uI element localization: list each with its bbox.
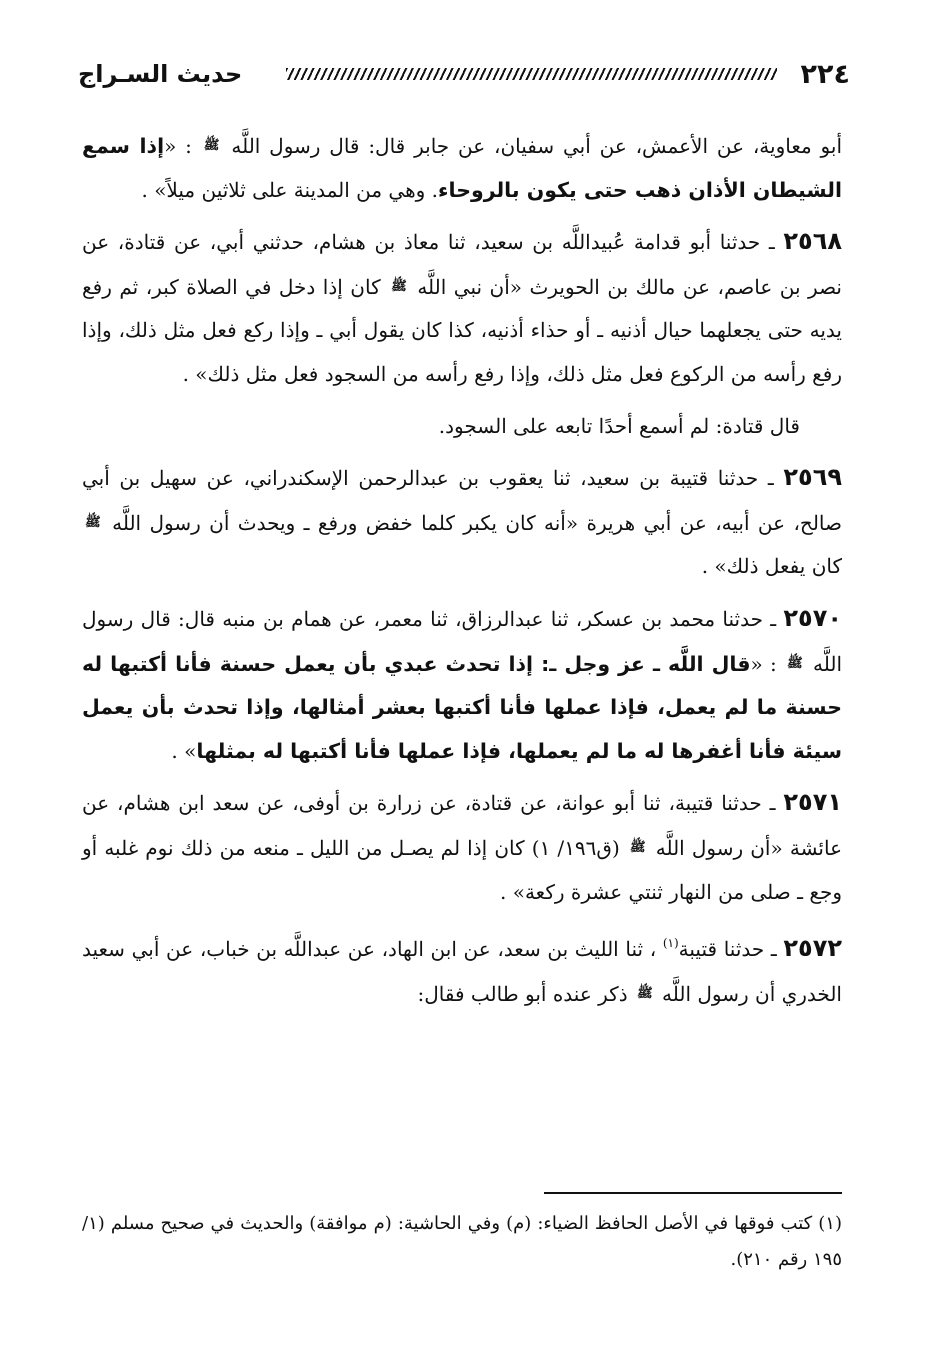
salutation-glyph: ﷺ — [203, 138, 220, 153]
hadith-number: ٢٥٦٨ — [783, 227, 842, 256]
text-segment: ـ حدثنا قتيبة — [678, 937, 784, 962]
text-segment: كان إذا دخل في الصلاة كبر، ثم رفع يديه حتى يجعلهما حيال أذنيه ـ أو حذاء أذنيه، كذا كان يقول أبي ـ وإذا ركع فعل مثل ذلك، وإذا رفع رأسه من الركوع فعل مثل ذلك، وإذا رفع رأسه من السجود فعل مثل ذلك» . — [82, 274, 842, 386]
text-segment: ـ حدثنا محمد بن عسكر، ثنا عبدالرزاق، ثنا معمر، عن همام بن منبه قال: قال رسول اللَّه — [82, 606, 842, 676]
text-segment: كان يفعل ذلك» . — [701, 554, 842, 579]
hadith-2572 — [82, 922, 842, 1016]
footnote-1: (١) كتب فوقها في الأصل الحافظ الضياء: (م) وفي الحاشية: (م موافقة) والحديث في صحيح مسلم (١/ ١٩٥ رقم ٢١٠). — [82, 1213, 842, 1270]
text-segment: . وهي من المدينة على ثلاثين ميلاً» . — [141, 177, 439, 202]
hadith-number: ٢٥٧٢ — [783, 934, 842, 963]
paragraph-continuation — [82, 124, 842, 212]
hadith-2568 — [82, 220, 842, 396]
text-segment: : « — [750, 651, 777, 676]
main-text — [82, 124, 842, 1024]
hadith-2569 — [82, 456, 842, 589]
text-segment: » . — [171, 738, 197, 763]
salutation-glyph: ﷺ — [787, 655, 803, 671]
salutation-glyph: ﷺ — [629, 839, 646, 855]
text-segment: : « — [164, 134, 192, 158]
salutation-glyph: ﷺ — [391, 278, 407, 294]
text-segment: ـ حدثنا قتيبة، ثنا أبو عوانة، عن قتادة، عن زرارة بن أوفى، عن سعد ابن هشام، عن عائشة «أن رسول اللَّه — [82, 791, 843, 860]
hadith-matn-bold: إذا سمع الشيطان الأذان ذهب حتى يكون بالروحاء — [82, 134, 842, 202]
text-segment: ـ حدثنا أبو قدامة عُبيداللَّه بن سعيد، ثنا معاذ بن هشام، حدثني أبي، عن قتادة، عن نصر بن عاصم، عن مالك بن الحويرث «أن نبي اللَّه — [82, 230, 843, 299]
book-title: حديث السـراج — [78, 60, 243, 88]
page-number: ٢٢٤ — [800, 58, 850, 90]
text-segment: ، ثنا الليث بن سعد، عن ابن الهاد، عن عبداللَّه بن خباب، عن أبي سعيد الخدري أن رسول اللَّه — [82, 937, 842, 1006]
header-decorative-rule — [286, 68, 776, 80]
hadith-number: ٢٥٧٠ — [783, 603, 842, 632]
footnotes — [82, 1206, 842, 1278]
footnote-separator — [544, 1192, 842, 1194]
text-segment: (ق١٩٦/ ١) كان إذا لم يصـل من الليل ـ منعه من ذلك نوم غلبه أو وجع ـ صلى من النهار ثنتي عشرة ركعة» . — [82, 835, 842, 904]
text-segment: ـ حدثنا قتيبة بن سعيد، ثنا يعقوب بن عبدالرحمن الإسكندراني، عن سهيل بن أبي صالح، عن أبيه، عن أبي هريرة «أنه كان يكبر كلما خفض ورفع ـ ويحدث أن رسول اللَّه — [82, 466, 843, 535]
hadith-matn-bold: قال اللَّه ـ عز وجل ـ: إذا تحدث عبدي بأن يعمل حسنة فأنا أكتبها له حسنة ما لم يعمل، فإذا عملها فأنا أكتبها بعشر أمثالها، وإذا تحدث بأن يعمل سيئة فأنا أغفرها له ما لم يعملها، فإذا عملها فأنا أكتبها له بمثلها — [82, 651, 842, 763]
hadith-number: ٢٥٦٩ — [783, 463, 842, 492]
hadith-2571 — [82, 781, 842, 914]
hadith-number: ٢٥٧١ — [783, 788, 842, 817]
qatada-note: قال قتادة: لم أسمع أحدًا تابعه على السجود. — [438, 413, 800, 438]
hadith-2570 — [82, 597, 842, 773]
text-segment: ذكر عنده أبو طالب فقال: — [417, 981, 628, 1006]
salutation-glyph: ﷺ — [85, 514, 101, 530]
text-segment: أبو معاوية، عن الأعمش، عن أبي سفيان، عن جابر قال: قال رسول اللَّه — [231, 134, 843, 158]
running-header — [78, 52, 850, 96]
footnote-reference[interactable]: (١) — [662, 936, 679, 951]
salutation-glyph: ﷺ — [636, 985, 653, 1001]
